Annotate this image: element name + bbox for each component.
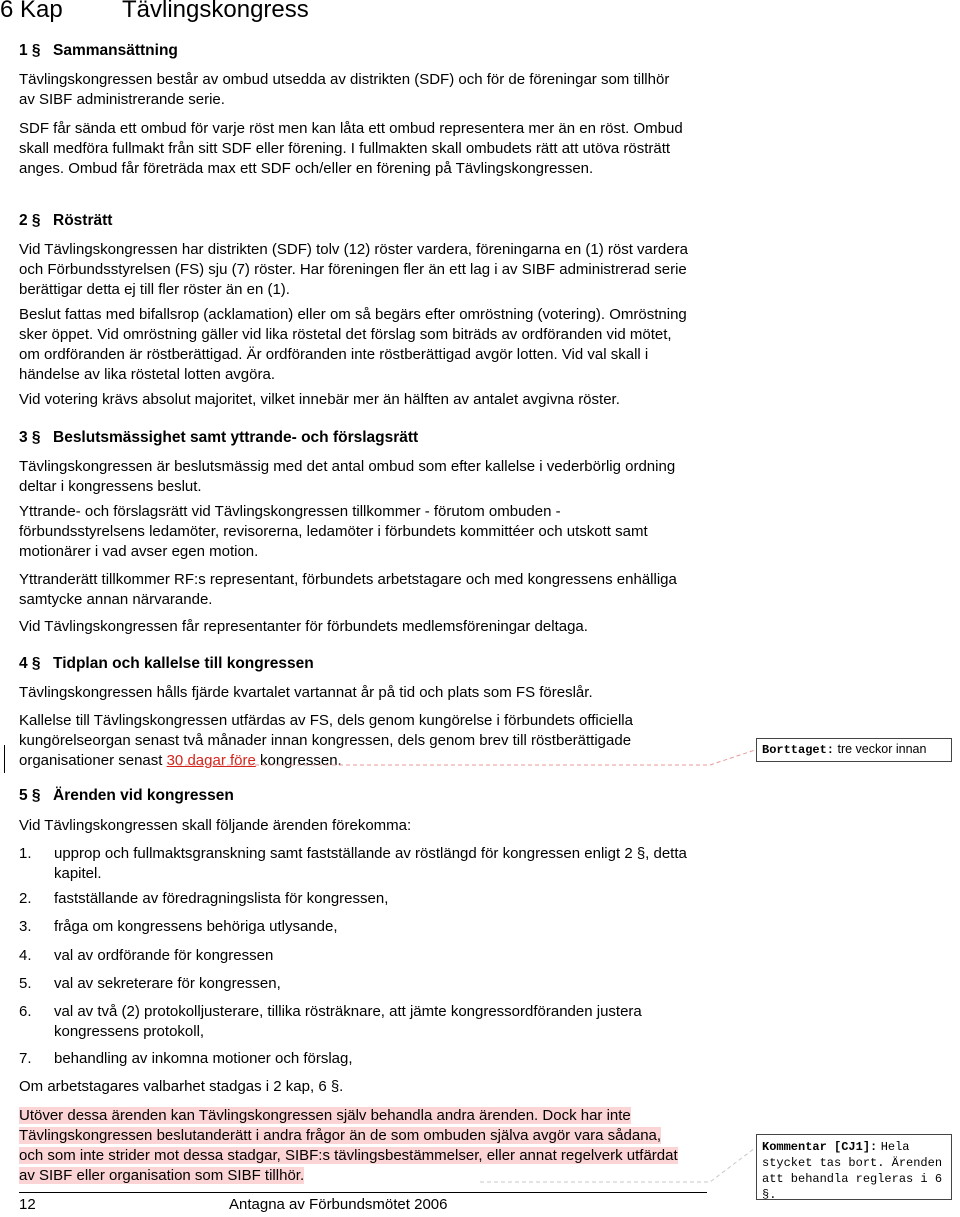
footer-text: Antagna av Förbundsmötet 2006 [229,1196,448,1213]
list-item: 1. upprop och fullmaktsgranskning samt fastställande av röstlängd för kongressen enligt 2 §, detta kapitel. [19,845,687,882]
paragraph: Yttrande- och förslagsrätt vid Tävlingskongressen tillkommer - förutom ombuden - förbundsstyrelsens ledamöter, revisorerna, ledamöter i förbundets kommittéer och utskott samt motionärer i vad avser egen motion. [19,503,648,560]
deleted-balloon[interactable]: Borttaget: tre veckor innan [756,738,952,762]
paragraph: Vid Tävlingskongressen får representanter för förbundets medlemsföreningar deltaga. [19,618,588,635]
inserted-text: 30 dagar före [166,752,256,769]
paragraph: Vid Tävlingskongressen skall följande ärenden förekomma: [19,817,412,834]
highlighted-paragraph: Utöver dessa ärenden kan Tävlingskongressen själv behandla andra ärenden. Dock har inte Tävlingskongressen beslutanderätt i andra frågor än de som ombuden själva avgör vara sådana, och som inte strider mot dessa stadgar, SIBF:s tävlingsbestämmelser, eller annat regelverk utfärdat av SIBF eller organisation som SIBF tillhör. [19,1107,678,1184]
comment-balloon[interactable]: Kommentar [CJ1]: Hela stycket tas bort. Ärenden att behandla regleras i 6 §. [756,1134,952,1200]
list-item: 7. behandling av inkomna motioner och förslag, [19,1050,353,1067]
paragraph: Beslut fattas med bifallsrop (acklamation) eller om så begärs efter omröstning (votering). Omröstning sker öppet. Vid omröstning gäller vid lika röstetal det förslag som biträds av ordföranden vid mötet, om ordföranden är röstberättigad. Är ordföranden inte röstberättigad avgör lotten. Vid val skall i händelse av lika röstetal lotten avgöra. [19,306,687,383]
list-item: 3. fråga om kongressens behöriga utlysande, [19,918,338,935]
footer-divider [19,1192,707,1193]
section-5-heading: 5 § Ärenden vid kongressen [19,787,234,804]
paragraph: SDF får sända ett ombud för varje röst men kan låta ett ombud representera mer än en röst. Ombud skall medföra fullmakt från sitt SDF eller förening. I fullmakten skall ombudets rätt att utöva rösträtt anges. Ombud får företräda max ett SDF och/eller en förening på Tävlingskongressen. [19,120,683,177]
paragraph: Om arbetstagares valbarhet stadgas i 2 kap, 6 §. [19,1078,344,1095]
paragraph: Yttranderätt tillkommer RF:s representant, förbundets arbetstagare och med kongressens enhälliga samtycke annan närvarande. [19,571,677,608]
paragraph: Tävlingskongressen består av ombud utsedda av distrikten (SDF) och för de föreningar som tillhör av SIBF administrerande serie. [19,71,670,108]
chapter-number: 6 Kap [0,0,63,23]
section-4-heading: 4 § Tidplan och kallelse till kongressen [19,655,314,672]
section-3-heading: 3 § Beslutsmässighet samt yttrande- och förslagsrätt [19,429,419,446]
paragraph: Tävlingskongressen är beslutsmässig med det antal ombud som efter kallelse i vederbörlig ordning deltar i kongressens beslut. [19,458,676,495]
paragraph: Tävlingskongressen hålls fjärde kvartalet vartannat år på tid och plats som FS föreslår. [19,684,593,701]
page-number: 12 [19,1196,36,1213]
paragraph: Vid votering krävs absolut majoritet, vilket innebär mer än hälften av antalet avgivna röster. [19,391,620,408]
paragraph: Vid Tävlingskongressen har distrikten (SDF) tolv (12) röster vardera, föreningarna en (1) röst vardera och Förbundsstyrelsen (FS) sju (7) röster. Har föreningen fler än ett lag i av SIBF administrerad serie berättigar detta ej till fler röster än en (1). [19,241,688,298]
section-1-heading: 1 § Sammansättning [19,42,178,59]
section-2-heading: 2 § Rösträtt [19,212,113,229]
list-item: 4. val av ordförande för kongressen [19,947,274,964]
paragraph-with-revision: Kallelse till Tävlingskongressen utfärdas av FS, dels genom kungörelse i förbundets officiella kungörelseorgan senast två månader innan kongressen, dels genom brev till röstberättigade organisationer senast 30 dagar före kongressen. [19,712,633,769]
deleted-connector [178,750,755,765]
list-item: 5. val av sekreterare för kongressen, [19,975,281,992]
list-item: 2. fastställande av föredragningslista för kongressen, [19,890,389,907]
footer [19,1196,447,1213]
chapter-name: Tävlingskongress [122,0,309,23]
list-item: 6. val av två (2) protokolljusterare, tillika rösträknare, att jämte kongressordföranden justera kongressens protokoll, [19,1003,642,1040]
